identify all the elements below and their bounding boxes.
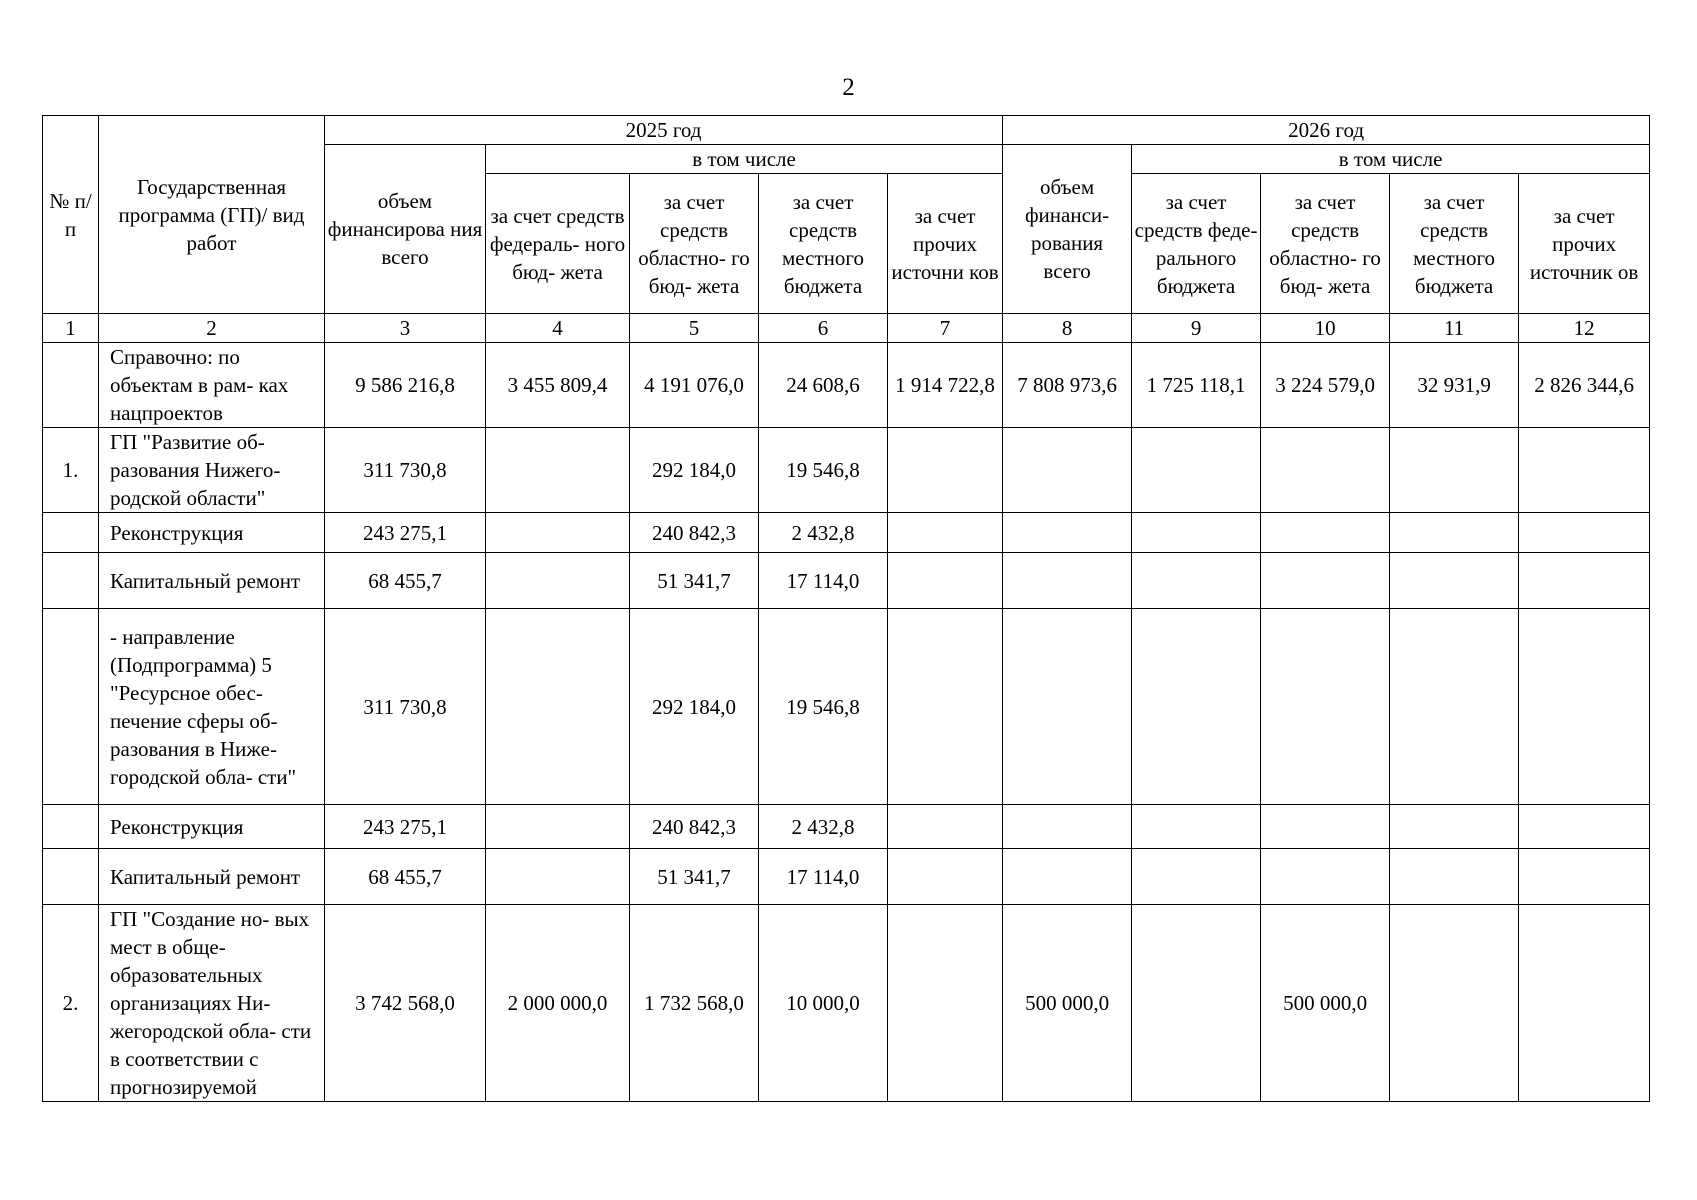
cell-c6: 10 000,0 <box>759 905 888 1102</box>
cell-no <box>43 343 99 428</box>
column-number: 2 <box>99 314 325 343</box>
table-row-gp2 <box>43 905 1650 1102</box>
cell-no <box>43 609 99 805</box>
cell-c12 <box>1519 805 1650 849</box>
cell-c3: 243 275,1 <box>325 805 486 849</box>
cell-c8 <box>1003 428 1132 513</box>
cell-c12 <box>1519 428 1650 513</box>
header-year-2025: 2025 год <box>325 116 1003 145</box>
cell-c3: 3 742 568,0 <box>325 905 486 1102</box>
cell-c10 <box>1261 513 1390 553</box>
budget-table <box>42 115 1650 1102</box>
cell-c12 <box>1519 513 1650 553</box>
cell-c9 <box>1132 905 1261 1102</box>
cell-c4: 2 000 000,0 <box>486 905 630 1102</box>
cell-c7 <box>888 905 1003 1102</box>
cell-no: 2. <box>43 905 99 1102</box>
header-col-9: за счет средств феде- рального бюджета <box>1132 174 1261 314</box>
column-number: 4 <box>486 314 630 343</box>
cell-c3: 311 730,8 <box>325 609 486 805</box>
column-number: 9 <box>1132 314 1261 343</box>
column-number: 6 <box>759 314 888 343</box>
cell-c5: 240 842,3 <box>630 805 759 849</box>
cell-c3: 68 455,7 <box>325 849 486 905</box>
cell-c12: 2 826 344,6 <box>1519 343 1650 428</box>
cell-c10 <box>1261 428 1390 513</box>
cell-c3: 243 275,1 <box>325 513 486 553</box>
column-number: 12 <box>1519 314 1650 343</box>
cell-c8 <box>1003 609 1132 805</box>
cell-c12 <box>1519 905 1650 1102</box>
cell-program: ГП "Создание но- вых мест в обще- образовательных организациях Ни- жегородской обла- сти в соответствии с прогнозируемой <box>99 905 325 1102</box>
cell-c11 <box>1390 428 1519 513</box>
cell-program: Капитальный ремонт <box>99 553 325 609</box>
cell-c4: 3 455 809,4 <box>486 343 630 428</box>
table-row-subprogram <box>43 609 1650 805</box>
header-col-11: за счет средств местного бюджета <box>1390 174 1519 314</box>
table-row-capital-repair <box>43 849 1650 905</box>
cell-c11 <box>1390 609 1519 805</box>
cell-c4 <box>486 805 630 849</box>
column-number-row <box>43 314 1650 343</box>
cell-c5: 292 184,0 <box>630 428 759 513</box>
header-year-2026: 2026 год <box>1003 116 1650 145</box>
column-number: 1 <box>43 314 99 343</box>
cell-c4 <box>486 849 630 905</box>
column-number: 8 <box>1003 314 1132 343</box>
cell-c3: 9 586 216,8 <box>325 343 486 428</box>
cell-c9 <box>1132 805 1261 849</box>
cell-c8 <box>1003 849 1132 905</box>
page-number: 2 <box>842 74 855 101</box>
cell-c3: 311 730,8 <box>325 428 486 513</box>
cell-c9 <box>1132 609 1261 805</box>
cell-c9: 1 725 118,1 <box>1132 343 1261 428</box>
cell-program: Справочно: по объектам в рам- ках нацпроектов <box>99 343 325 428</box>
table-row-reconstruction <box>43 513 1650 553</box>
cell-c12 <box>1519 553 1650 609</box>
cell-c8: 7 808 973,6 <box>1003 343 1132 428</box>
cell-c4 <box>486 553 630 609</box>
cell-c10 <box>1261 849 1390 905</box>
cell-c11 <box>1390 905 1519 1102</box>
cell-no <box>43 849 99 905</box>
cell-c3: 68 455,7 <box>325 553 486 609</box>
cell-c5: 1 732 568,0 <box>630 905 759 1102</box>
table-row-capital-repair <box>43 553 1650 609</box>
cell-program: ГП "Развитие об- разования Нижего- родской области" <box>99 428 325 513</box>
column-number: 11 <box>1390 314 1519 343</box>
cell-c5: 4 191 076,0 <box>630 343 759 428</box>
cell-c8 <box>1003 553 1132 609</box>
cell-c7 <box>888 849 1003 905</box>
header-including-2025: в том числе <box>486 145 1003 174</box>
cell-program: - направление (Подпрограмма) 5 "Ресурсное обес- печение сферы об- разования в Ниже- городской обла- сти" <box>99 609 325 805</box>
cell-c7: 1 914 722,8 <box>888 343 1003 428</box>
cell-c6: 19 546,8 <box>759 609 888 805</box>
cell-c6: 19 546,8 <box>759 428 888 513</box>
table-row-gp1 <box>43 428 1650 513</box>
header-col-12: за счет прочих источник ов <box>1519 174 1650 314</box>
cell-c11 <box>1390 805 1519 849</box>
cell-program: Реконструкция <box>99 805 325 849</box>
cell-c8: 500 000,0 <box>1003 905 1132 1102</box>
cell-c9 <box>1132 513 1261 553</box>
cell-no <box>43 805 99 849</box>
header-col-6: за счет средств местного бюджета <box>759 174 888 314</box>
table-row-reconstruction <box>43 805 1650 849</box>
column-number: 10 <box>1261 314 1390 343</box>
cell-c10 <box>1261 805 1390 849</box>
cell-program: Капитальный ремонт <box>99 849 325 905</box>
cell-c5: 51 341,7 <box>630 553 759 609</box>
column-number: 7 <box>888 314 1003 343</box>
cell-c11 <box>1390 849 1519 905</box>
cell-c9 <box>1132 553 1261 609</box>
cell-c10 <box>1261 609 1390 805</box>
header-col-7: за счет прочих источни ков <box>888 174 1003 314</box>
cell-c4 <box>486 609 630 805</box>
cell-c6: 2 432,8 <box>759 513 888 553</box>
cell-no <box>43 553 99 609</box>
cell-c9 <box>1132 849 1261 905</box>
cell-c12 <box>1519 849 1650 905</box>
cell-c7 <box>888 513 1003 553</box>
header-col-4: за счет средств федераль- ного бюд- жета <box>486 174 630 314</box>
header-col-5: за счет средств областно- го бюд- жета <box>630 174 759 314</box>
cell-c6: 17 114,0 <box>759 849 888 905</box>
cell-c6: 17 114,0 <box>759 553 888 609</box>
cell-c7 <box>888 805 1003 849</box>
cell-program: Реконструкция <box>99 513 325 553</box>
header-no: № п/п <box>43 116 99 314</box>
cell-c8 <box>1003 805 1132 849</box>
header-col-8: объем финанси- рования всего <box>1003 145 1132 314</box>
cell-no: 1. <box>43 428 99 513</box>
column-number: 5 <box>630 314 759 343</box>
cell-c11 <box>1390 553 1519 609</box>
cell-c10: 3 224 579,0 <box>1261 343 1390 428</box>
column-number: 3 <box>325 314 486 343</box>
cell-c10 <box>1261 553 1390 609</box>
cell-c4 <box>486 428 630 513</box>
cell-c7 <box>888 428 1003 513</box>
cell-c12 <box>1519 609 1650 805</box>
cell-c7 <box>888 553 1003 609</box>
cell-c7 <box>888 609 1003 805</box>
header-row-years <box>43 116 1650 145</box>
header-including-2026: в том числе <box>1132 145 1650 174</box>
cell-c11 <box>1390 513 1519 553</box>
header-program: Государственная программа (ГП)/ вид работ <box>99 116 325 314</box>
cell-c9 <box>1132 428 1261 513</box>
header-col-10: за счет средств областно- го бюд- жета <box>1261 174 1390 314</box>
cell-c5: 292 184,0 <box>630 609 759 805</box>
cell-c5: 51 341,7 <box>630 849 759 905</box>
cell-c4 <box>486 513 630 553</box>
cell-c5: 240 842,3 <box>630 513 759 553</box>
cell-c6: 24 608,6 <box>759 343 888 428</box>
cell-no <box>43 513 99 553</box>
table-row-reference <box>43 343 1650 428</box>
cell-c10: 500 000,0 <box>1261 905 1390 1102</box>
cell-c6: 2 432,8 <box>759 805 888 849</box>
cell-c8 <box>1003 513 1132 553</box>
header-col-3: объем финансирова ния всего <box>325 145 486 314</box>
cell-c11: 32 931,9 <box>1390 343 1519 428</box>
